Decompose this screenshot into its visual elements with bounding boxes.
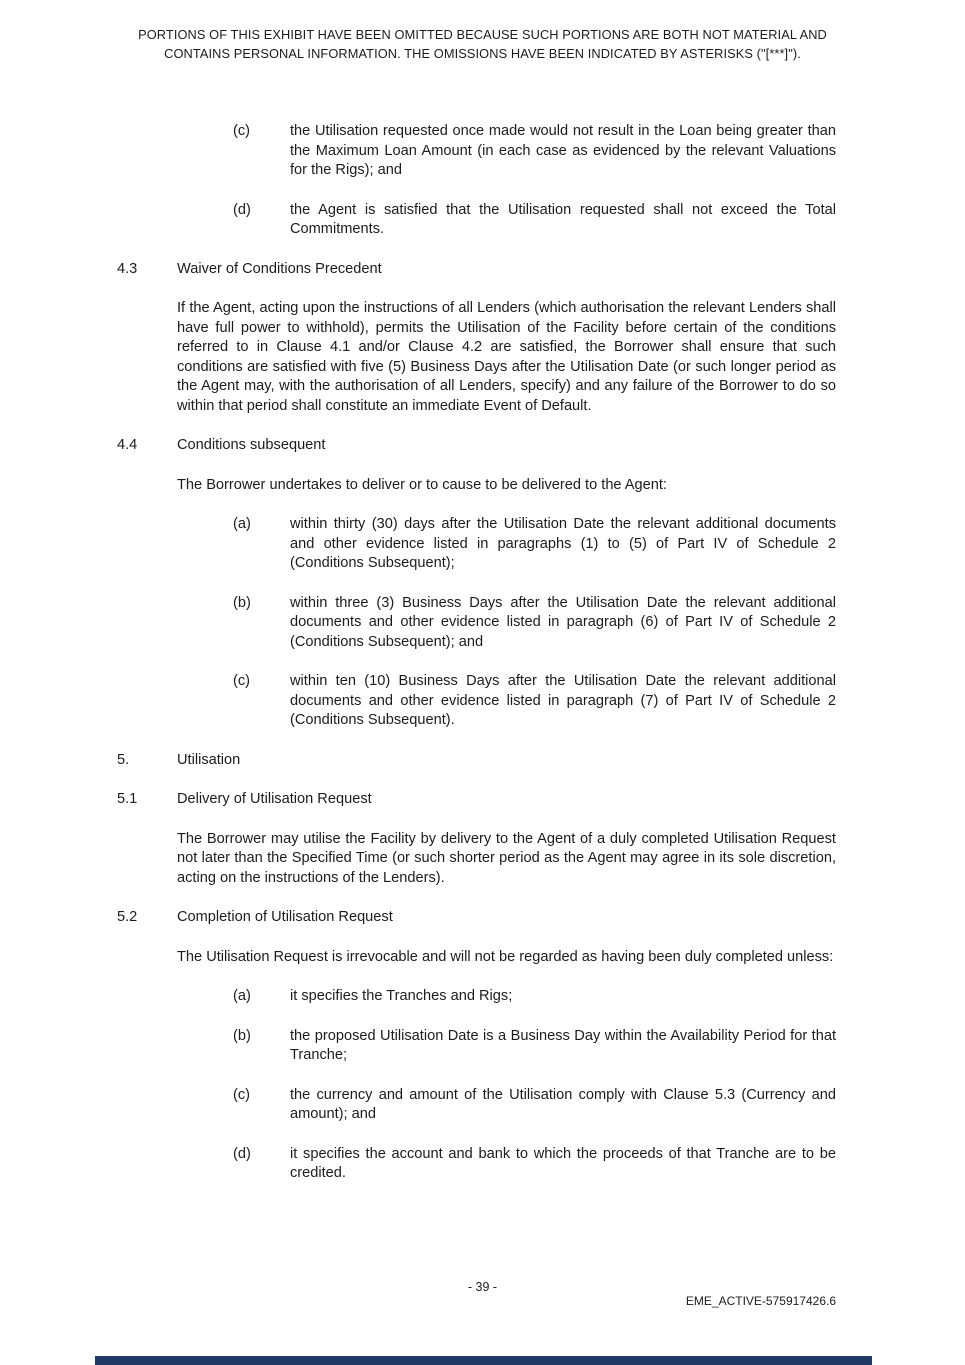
paragraph: The Utilisation Request is irrevocable and will not be regarded as having been duly completed unless:: [177, 948, 834, 965]
list-item-marker: (a): [233, 516, 251, 532]
list-item: [233, 201, 836, 240]
section-heading: [117, 751, 836, 771]
list-item-marker: (c): [233, 1086, 251, 1103]
list-item-text: the Agent is satisfied that the Utilisation requested shall not exceed the Total Commitments.: [290, 201, 836, 237]
paragraph: The Borrower undertakes to deliver or to cause to be delivered to the Agent:: [177, 476, 667, 493]
list-item-marker: (b): [233, 1027, 251, 1044]
section-title: Utilisation: [177, 751, 241, 768]
list-item: [233, 1145, 836, 1184]
section-heading: [117, 790, 836, 810]
section-number: 5.1: [117, 791, 138, 807]
list-item: [233, 594, 836, 653]
list-item: [233, 672, 836, 731]
section-number: 4.3: [117, 260, 138, 277]
section-title: Delivery of Utilisation Request: [177, 791, 372, 807]
list-item-marker: (d): [233, 1145, 251, 1162]
list-item-marker: (b): [233, 594, 251, 611]
footer-bar: [95, 1356, 872, 1365]
list-item: [233, 515, 836, 574]
section-heading: [117, 436, 836, 456]
list-item-text: it specifies the account and bank to which the proceeds of that Tranche are to be credited.: [290, 1145, 836, 1181]
section-number: 4.4: [117, 437, 138, 453]
list-item-marker: (c): [233, 673, 251, 689]
document-body: [0, 122, 965, 1184]
list-item-marker: (c): [233, 123, 251, 139]
section-title: Waiver of Conditions Precedent: [177, 260, 382, 277]
list-item-text: within ten (10) Business Days after the Utilisation Date the relevant additional documents and other evidence listed in paragraph (7) of Part IV of Schedule 2 (Conditions Subsequent).: [290, 673, 836, 728]
page-number: - 39 -: [467, 1280, 498, 1294]
list-item-text: the currency and amount of the Utilisation comply with Clause 5.3 (Currency and amount); and: [290, 1086, 836, 1122]
list-item: [233, 122, 836, 181]
list-item-text: within three (3) Business Days after the Utilisation Date the relevant additional documents and other evidence listed in paragraph (6) of Part IV of Schedule 2 (Conditions Subsequent); and: [290, 594, 836, 650]
section-number: 5.2: [117, 909, 138, 925]
list-item-text: the Utilisation requested once made would not result in the Loan being greater than the Maximum Loan Amount (in each case as evidenced by the relevant Valuations for the Rigs); and: [290, 123, 836, 178]
list-item-marker: (d): [233, 201, 251, 218]
section-title: Conditions subsequent: [177, 437, 326, 453]
confidentiality-notice-line1: PORTIONS OF THIS EXHIBIT HAVE BEEN OMITTED BECAUSE SUCH PORTIONS ARE BOTH NOT MATERIAL AND: [138, 27, 827, 42]
list-item: [233, 1027, 836, 1066]
confidentiality-notice: [113, 0, 853, 63]
list-item: [233, 987, 836, 1007]
list-item-text: the proposed Utilisation Date is a Business Day within the Availability Period for that Tranche;: [290, 1027, 836, 1063]
document-reference: EME_ACTIVE-575917426.6: [685, 1294, 836, 1308]
list-item-marker: (a): [233, 988, 251, 1004]
list-item-text: within thirty (30) days after the Utilisation Date the relevant additional documents and other evidence listed in paragraphs (1) to (5) of Part IV of Schedule 2 (Conditions Subsequent);: [290, 516, 836, 571]
list-item: [233, 1086, 836, 1125]
confidentiality-notice-line2: CONTAINS PERSONAL INFORMATION. THE OMISSIONS HAVE BEEN INDICATED BY ASTERISKS ("[***]").: [164, 46, 801, 61]
list-item-text: it specifies the Tranches and Rigs;: [290, 988, 513, 1004]
paragraph: If the Agent, acting upon the instructions of all Lenders (which authorisation the relevant Lenders shall have full power to withhold), permits the Utilisation of the Facility before certain of the conditions referred to in Clause 4.1 and/or Clause 4.2 are satisfied, the Borrower shall ensure that such conditions are satisfied with five (5) Business Days after the Utilisation Date (or such longer period as the Agent may, with the authorisation of all Lenders, specify) and any failure of the Borrower to do so within that period shall constitute an immediate Event of Default.: [177, 300, 836, 414]
section-number: 5.: [117, 751, 130, 768]
paragraph: The Borrower may utilise the Facility by delivery to the Agent of a duly completed Utilisation Request not later than the Specified Time (or such shorter period as the Agent may agree in its sole discretion, acting on the instructions of the Lenders).: [177, 830, 836, 886]
section-heading: [117, 260, 836, 280]
section-title: Completion of Utilisation Request: [177, 909, 393, 925]
section-heading: [117, 908, 836, 928]
